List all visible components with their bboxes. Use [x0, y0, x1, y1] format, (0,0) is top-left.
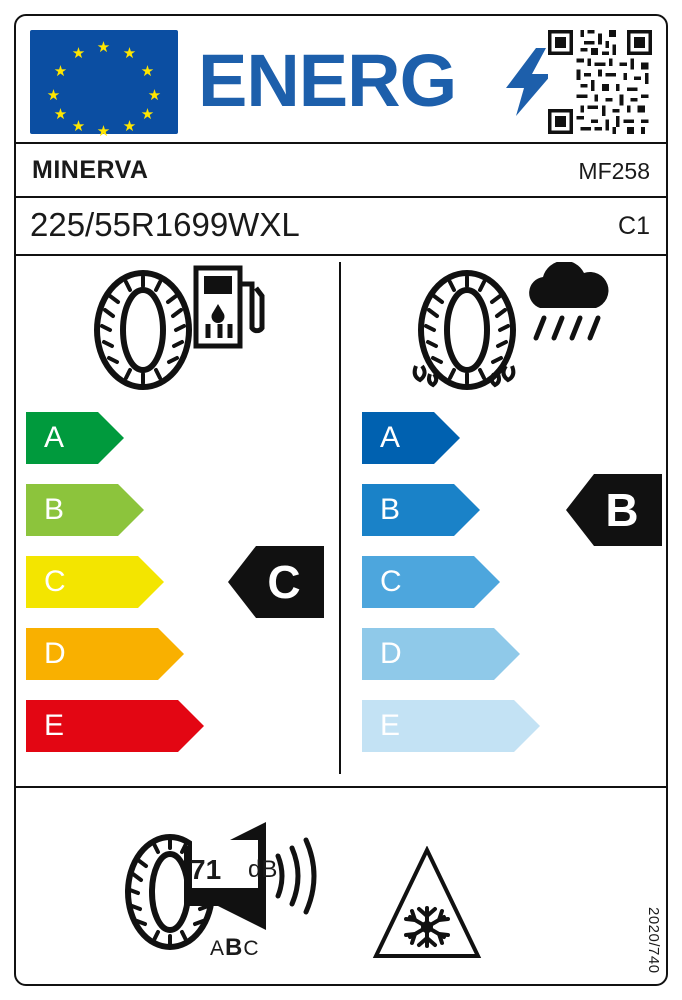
wet-grade-b-letter: B: [380, 493, 401, 526]
noise-unit: dB: [248, 856, 278, 883]
fuel-grade-b-letter: B: [44, 493, 65, 526]
energy-wordmark: ENERG: [198, 39, 457, 122]
fuel-grade-d: [26, 628, 184, 680]
fuel-grade-a-letter: A: [44, 421, 65, 454]
wet-grade-e-letter: E: [380, 709, 401, 742]
wet-result-letter: B: [605, 484, 639, 536]
wet-grade-a-letter: A: [380, 421, 401, 454]
noise-group: [120, 812, 320, 972]
wet-grade-c: [362, 556, 500, 608]
model-name: MF258: [578, 158, 650, 184]
three-peak-mountain-snowflake-icon: [372, 846, 482, 962]
brand-row: [16, 146, 666, 194]
fuel-grade-e: [26, 700, 204, 752]
wet-grade-c-letter: C: [380, 565, 402, 598]
tyre-icon: [88, 270, 198, 390]
noise-value: 71: [190, 854, 222, 885]
divider-size: [16, 254, 666, 256]
fuel-grade-e-letter: E: [44, 709, 65, 742]
panel-divider: [339, 262, 341, 774]
wet-grade-d-letter: D: [380, 637, 402, 670]
fuel-grade-c-letter: C: [44, 565, 66, 598]
tyre-wet-icon: [412, 270, 522, 390]
noise-class-scale: [210, 934, 260, 962]
wet-grade-e: [362, 700, 540, 752]
divider-bottom: [16, 786, 666, 788]
size-row: [16, 198, 666, 250]
qr-code-icon: [548, 30, 652, 134]
fuel-result-badge: [228, 546, 324, 618]
fuel-grade-c: [26, 556, 164, 608]
fuel-pump-icon: [190, 262, 268, 352]
tyre-class: C1: [618, 212, 650, 240]
wet-grade-b: [362, 484, 480, 536]
noise-class-a: A: [210, 937, 226, 960]
noise-class-c: C: [243, 937, 260, 960]
rain-cloud-icon: [518, 262, 616, 354]
fuel-result-letter: C: [267, 556, 301, 608]
fuel-grade-d-letter: D: [44, 637, 66, 670]
wet-grade-d: [362, 628, 520, 680]
fuel-grade-a: [26, 412, 124, 464]
date-stamp: 2020/740: [645, 907, 662, 974]
divider-header: [16, 142, 666, 144]
snow-group: [372, 846, 482, 962]
noise-class-b: B: [225, 934, 244, 961]
label-header: [16, 16, 666, 140]
fuel-grade-b: [26, 484, 144, 536]
eu-flag-icon: ★ ★ ★ ★ ★ ★ ★ ★ ★ ★ ★ ★: [30, 30, 178, 134]
manufacturer-name: MINERVA: [32, 156, 149, 184]
tyre-size: 225/55R1699WXL: [30, 206, 300, 243]
wet-grade-a: [362, 412, 460, 464]
lightning-bolt-icon: [506, 48, 554, 116]
wet-result-badge: [566, 474, 662, 546]
